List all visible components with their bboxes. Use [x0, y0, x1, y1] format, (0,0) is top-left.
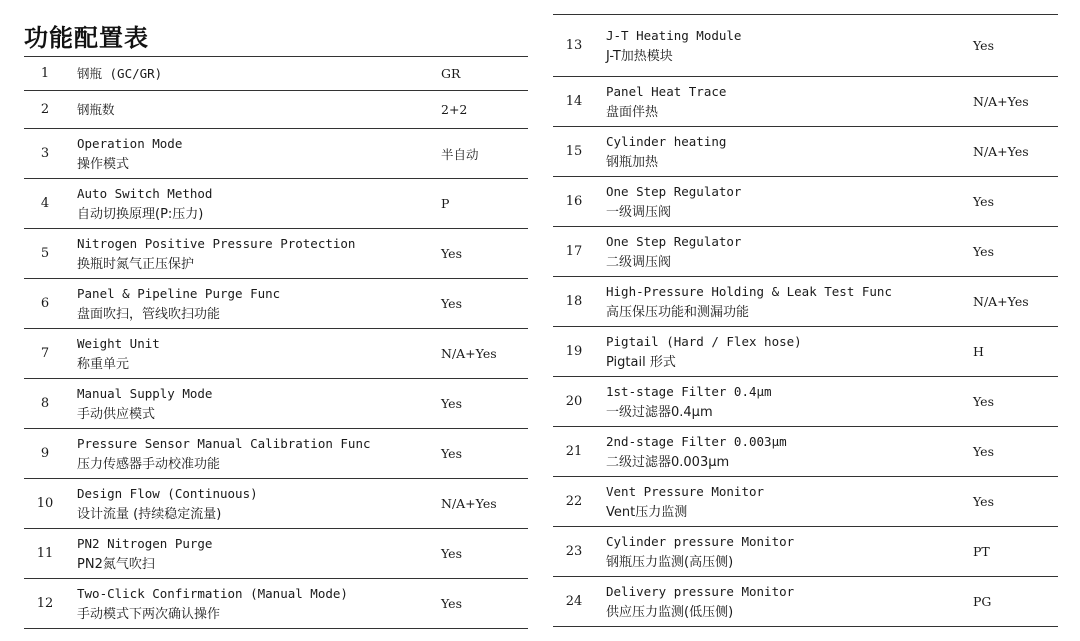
row-number: 20 — [565, 394, 583, 409]
feature-name-zh: 换瓶时氮气正压保护 — [77, 256, 195, 272]
table-row — [553, 577, 1058, 627]
feature-cell — [606, 277, 966, 326]
table-row — [553, 377, 1058, 427]
row-number: 18 — [565, 294, 583, 309]
feature-cell — [77, 57, 437, 90]
config-value: P — [441, 196, 450, 211]
row-number: 8 — [40, 396, 50, 411]
config-value: 半自动 — [441, 146, 479, 162]
feature-cell — [77, 279, 437, 328]
feature-name: 钢瓶 (GC/GR) — [77, 66, 163, 81]
feature-name-zh: J-T加热模块 — [606, 48, 673, 64]
table-row — [24, 329, 528, 379]
table-row — [553, 77, 1058, 127]
feature-name: PN2 Nitrogen Purge — [77, 535, 213, 551]
config-value: N/A+Yes — [973, 94, 1029, 109]
row-number: 23 — [565, 544, 583, 559]
row-number: 21 — [565, 444, 583, 459]
table-row — [553, 527, 1058, 577]
feature-cell — [606, 177, 966, 226]
config-value: Yes — [973, 394, 994, 409]
feature-name: Two-Click Confirmation (Manual Mode) — [77, 585, 348, 601]
table-row — [24, 529, 528, 579]
table-row — [24, 91, 528, 129]
feature-cell — [606, 227, 966, 276]
config-value: PT — [973, 544, 990, 559]
feature-cell — [77, 379, 437, 428]
table-row — [24, 479, 528, 529]
table-row — [24, 429, 528, 479]
feature-name-zh: 称重单元 — [77, 356, 130, 372]
feature-name: Design Flow (Continuous) — [77, 485, 258, 501]
table-row — [24, 179, 528, 229]
feature-name-zh: 盘面伴热 — [606, 104, 659, 120]
config-value: Yes — [441, 246, 462, 261]
feature-cell — [606, 77, 966, 126]
feature-name-zh: 手动模式下两次确认操作 — [77, 606, 221, 622]
feature-name: Vent Pressure Monitor — [606, 483, 765, 499]
feature-name-zh: 供应压力监测(低压侧) — [606, 604, 734, 620]
feature-name-zh: 盘面吹扫，管线吹扫功能 — [77, 306, 221, 322]
config-value: GR — [441, 66, 461, 81]
config-value: N/A+Yes — [441, 496, 497, 511]
config-value: Yes — [441, 546, 462, 561]
feature-cell — [606, 527, 966, 576]
feature-name: Panel Heat Trace — [606, 83, 727, 99]
feature-name-zh: 一级调压阀 — [606, 204, 672, 220]
table-row — [553, 177, 1058, 227]
feature-name-zh: Vent压力监测 — [606, 504, 688, 520]
table-row — [553, 15, 1058, 77]
table-row — [24, 129, 528, 179]
feature-cell — [77, 479, 437, 528]
feature-name-zh: 一级过滤器0.4μm — [606, 404, 713, 420]
row-number: 14 — [565, 94, 583, 109]
feature-cell — [606, 427, 966, 476]
row-number: 24 — [565, 594, 583, 609]
feature-name: One Step Regulator — [606, 183, 742, 199]
feature-name-zh: 钢瓶加热 — [606, 154, 659, 170]
config-value: Yes — [441, 396, 462, 411]
feature-cell — [606, 577, 966, 626]
feature-name: Cylinder pressure Monitor — [606, 533, 795, 549]
row-number: 16 — [565, 194, 583, 209]
config-value: N/A+Yes — [973, 294, 1029, 309]
table-row — [553, 127, 1058, 177]
feature-name: Cylinder heating — [606, 133, 727, 149]
config-value: Yes — [441, 446, 462, 461]
table-row — [553, 227, 1058, 277]
feature-cell — [77, 429, 437, 478]
row-number: 12 — [36, 596, 54, 611]
feature-cell — [77, 229, 437, 278]
feature-cell — [606, 127, 966, 176]
row-number: 19 — [565, 344, 583, 359]
table-row — [24, 579, 528, 629]
feature-name: 1st-stage Filter 0.4μm — [606, 383, 772, 399]
feature-cell — [77, 91, 437, 128]
feature-name: Weight Unit — [77, 335, 160, 351]
table-row — [553, 477, 1058, 527]
feature-cell — [606, 327, 966, 376]
config-table-left — [24, 56, 528, 629]
feature-cell — [77, 529, 437, 578]
table-row — [553, 427, 1058, 477]
feature-name: Delivery pressure Monitor — [606, 583, 795, 599]
row-number: 4 — [40, 196, 50, 211]
table-row — [24, 229, 528, 279]
feature-cell — [606, 477, 966, 526]
feature-name-zh: 钢瓶压力监测(高压侧) — [606, 554, 734, 570]
feature-cell — [606, 377, 966, 426]
row-number: 17 — [565, 244, 583, 259]
feature-name: High-Pressure Holding & Leak Test Func — [606, 283, 892, 299]
feature-name-zh: 自动切换原理(P:压力) — [77, 206, 204, 222]
row-number: 5 — [40, 246, 50, 261]
config-value: N/A+Yes — [973, 144, 1029, 159]
config-value: Yes — [973, 38, 994, 53]
feature-name: One Step Regulator — [606, 233, 742, 249]
config-value: 2+2 — [441, 102, 468, 117]
config-value: Yes — [973, 244, 994, 259]
row-number: 13 — [565, 38, 583, 53]
feature-name-zh: 设计流量 (持续稳定流量) — [77, 506, 222, 522]
feature-name: Manual Supply Mode — [77, 385, 213, 401]
feature-name: J-T Heating Module — [606, 27, 742, 43]
table-row — [553, 327, 1058, 377]
feature-cell — [77, 579, 437, 628]
config-value: PG — [973, 594, 992, 609]
feature-name-zh: 高压保压功能和测漏功能 — [606, 304, 750, 320]
feature-name: 钢瓶数 — [77, 102, 115, 117]
feature-name: Auto Switch Method — [77, 185, 213, 201]
row-number: 1 — [40, 66, 50, 81]
feature-name-zh: 手动供应模式 — [77, 406, 156, 422]
feature-name-zh: PN2氮气吹扫 — [77, 556, 155, 572]
feature-name: Pigtail (Hard / Flex hose) — [606, 333, 802, 349]
table-row — [553, 277, 1058, 327]
feature-name: Operation Mode — [77, 135, 183, 151]
feature-cell — [77, 329, 437, 378]
row-number: 6 — [40, 296, 50, 311]
config-value: Yes — [973, 194, 994, 209]
table-row — [24, 279, 528, 329]
row-number: 2 — [40, 102, 50, 117]
config-value: Yes — [973, 444, 994, 459]
row-number: 10 — [36, 496, 54, 511]
table-row — [24, 379, 528, 429]
feature-name-zh: 压力传感器手动校准功能 — [77, 456, 221, 472]
feature-cell — [606, 15, 966, 76]
config-value: H — [973, 344, 984, 359]
feature-cell — [77, 179, 437, 228]
feature-name-zh: 操作模式 — [77, 156, 130, 172]
row-number: 11 — [36, 546, 54, 561]
row-number: 3 — [40, 146, 50, 161]
row-number: 7 — [40, 346, 50, 361]
row-number: 15 — [565, 144, 583, 159]
page-title: 功能配置表 — [24, 24, 149, 52]
feature-name-zh: Pigtail 形式 — [606, 354, 676, 370]
row-number: 22 — [565, 494, 583, 509]
feature-name: Pressure Sensor Manual Calibration Func — [77, 435, 371, 451]
table-row — [24, 57, 528, 91]
feature-cell — [77, 129, 437, 178]
config-table-right — [553, 14, 1058, 627]
row-number: 9 — [40, 446, 50, 461]
config-value: Yes — [973, 494, 994, 509]
feature-name: Nitrogen Positive Pressure Protection — [77, 235, 356, 251]
config-value: Yes — [441, 596, 462, 611]
config-value: N/A+Yes — [441, 346, 497, 361]
feature-name: Panel & Pipeline Purge Func — [77, 285, 281, 301]
feature-name: 2nd-stage Filter 0.003μm — [606, 433, 787, 449]
config-value: Yes — [441, 296, 462, 311]
feature-name-zh: 二级调压阀 — [606, 254, 672, 270]
feature-name-zh: 二级过滤器0.003μm — [606, 454, 730, 470]
